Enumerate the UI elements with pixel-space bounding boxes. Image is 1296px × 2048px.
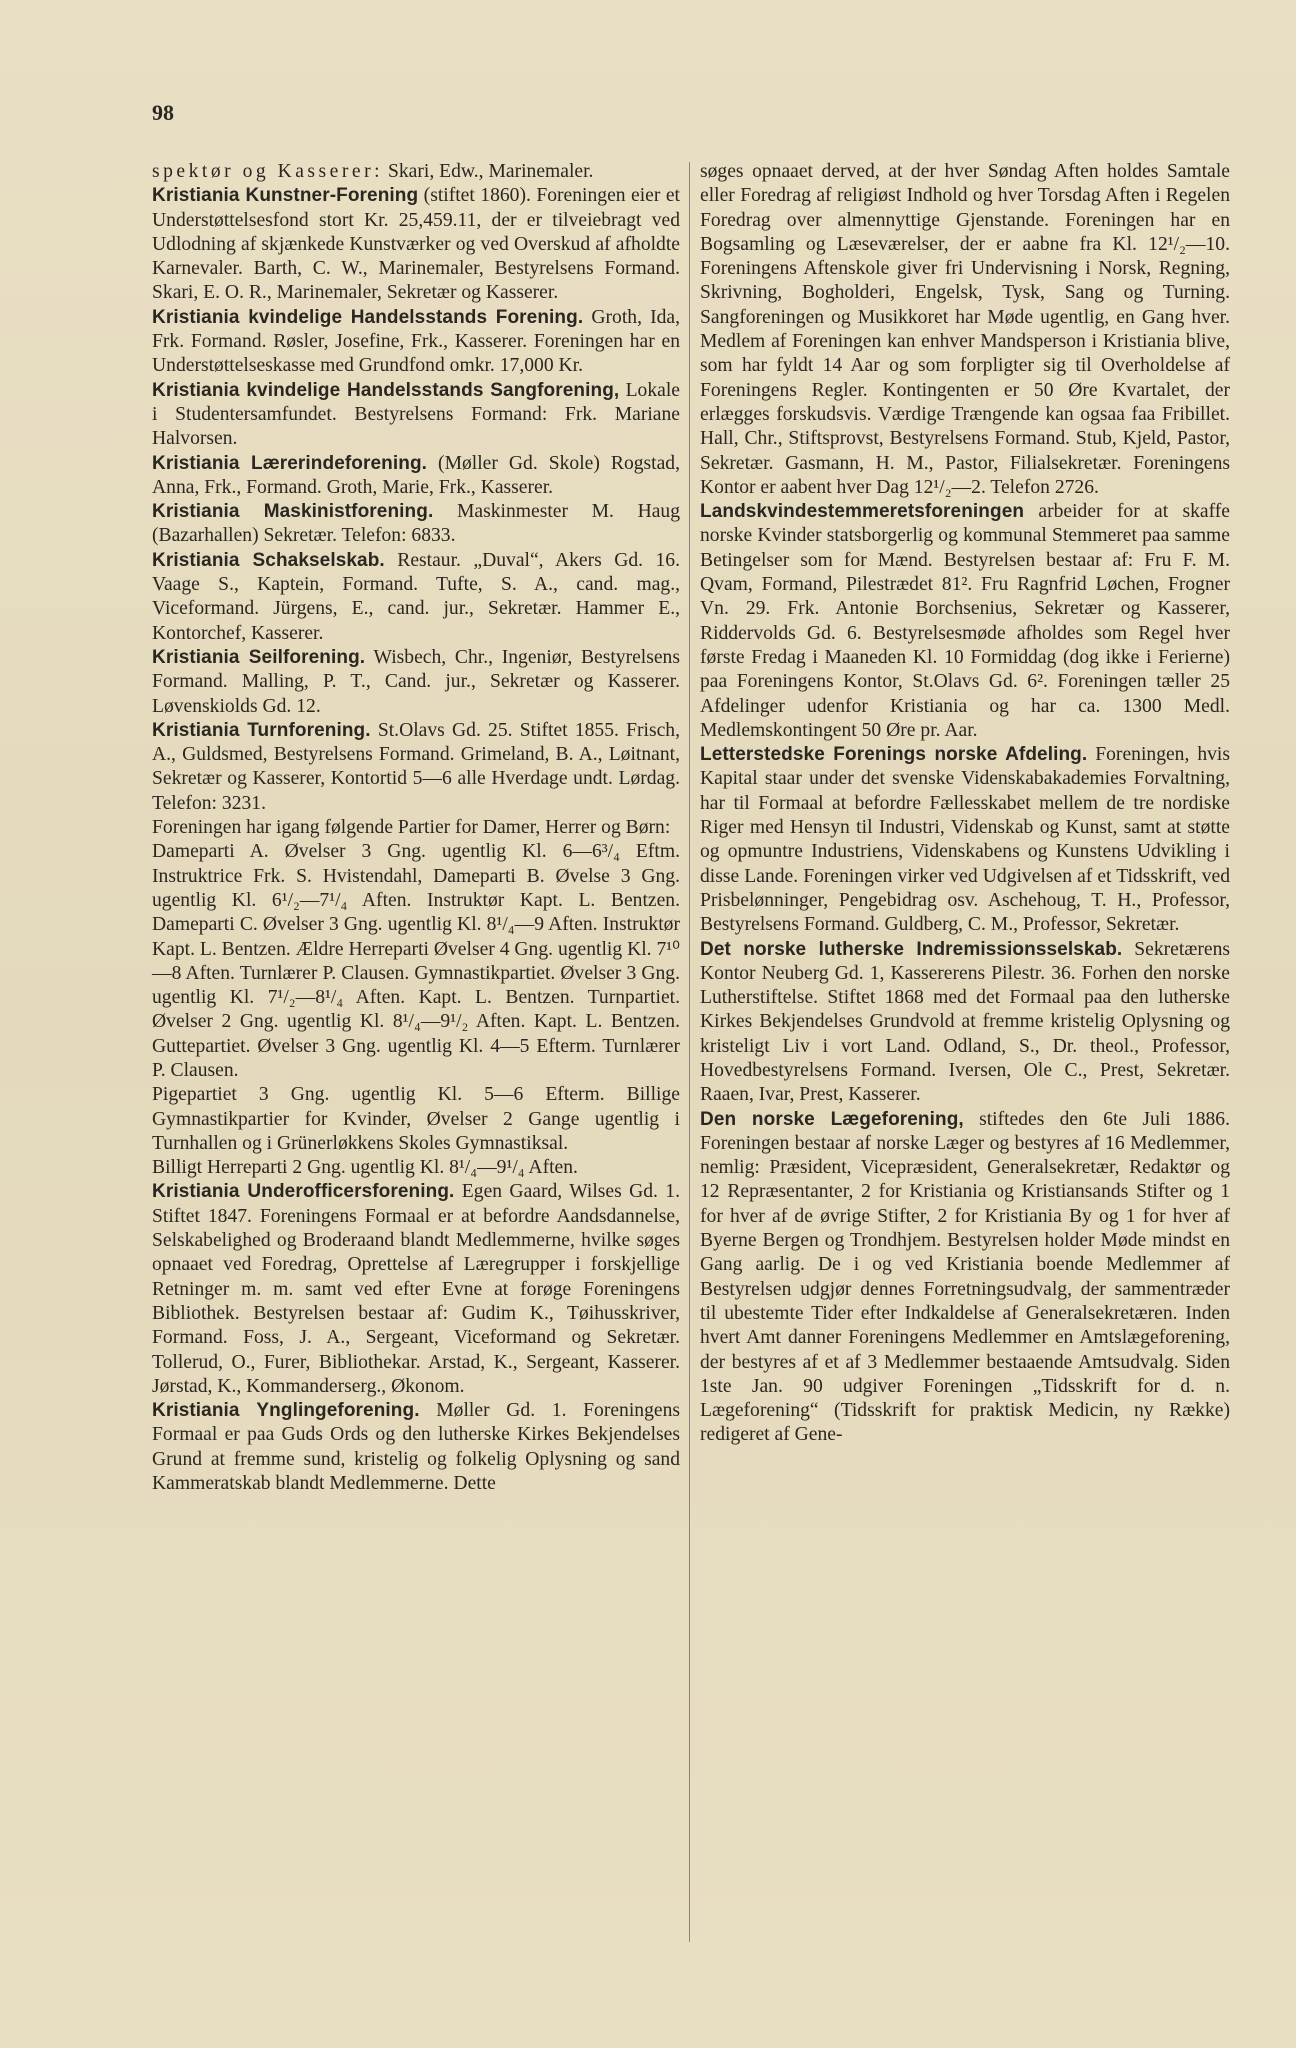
entry-text: Skari, Edw., Marinemaler. [383, 161, 594, 182]
list-item [152, 160, 680, 184]
entry-text: Pigepartiet 3 Gng. ugentlig Kl. 5—6 Efterm. Billige Gymnastikpartier for Kvinder, Øvelser 2 Gange ugentlig i Turnhallen og i Grünerløkkens Skoles Gymnastiksal. [152, 1084, 680, 1154]
entry-text: (stiftet 1860). Foreningen eier et Understøttelsesfond stort Kr. 25,459.11, der er tilveiebragt ved Udlodning af skjænkede Kunstværker og ved Overskud af afholdte Karnevaler. Barth, C. W., Marinemaler, Bestyrelsens Formand. Skari, E. O. R., Marinemaler, Sekretær og Kasserer. [152, 185, 681, 304]
entry-text: Groth, Ida, Frk. Formand. Røsler, Josefine, Frk., Kasserer. Foreningen har en Understøttelseskasse med Grundfond omkr. 17,000 Kr. [152, 306, 681, 377]
entry-name: Landskvindestemmeretsforeningen [700, 501, 1025, 523]
entry-text: Maskinmester M. Haug (Bazarhallen) Sekretær. Telefon: 6833. [152, 501, 681, 547]
list-item [152, 500, 680, 549]
list-item [152, 646, 680, 719]
entry-text: St.Olavs Gd. 25. Stiftet 1855. Frisch, A., Guldsmed, Bestyrelsens Formand. Grimeland, B. A., Løitnant, Sekretær og Kasserer, Kontortid 5—6 alle Hverdage undt. Lørdag. Telefon: 3231. [152, 719, 680, 814]
list-item [152, 816, 680, 840]
entry-name: Kristiania kvindelige Handelsstands Sangforening, [152, 379, 620, 401]
list-item [700, 500, 1230, 743]
list-item [152, 1156, 680, 1180]
list-item [700, 160, 1230, 500]
list-item [700, 938, 1230, 1108]
entry-name: Det norske lutherske Indremissionsselskab. [700, 938, 1123, 960]
entry-name: Kristiania Schakselskab. [152, 549, 385, 571]
list-item [152, 1083, 680, 1156]
entry-text: Restaur. „Duval“, Akers Gd. 16. Vaage S., Kaptein, Formand. Tufte, S. A., cand. mag., Viceformand. Jürgens, E., cand. jur., Sekretær. Hammer E., Kontorchef, Kasserer. [152, 549, 680, 644]
entry-text: Foreningen, hvis Kapital staar under det svenske Videnskabakademies Forvaltning, har til Formaal at befordre Fællesskabet mellem de tre nordiske Riger med Hensyn til Industri, Videnskab og Kunst, samt at støtte og opmuntre Industriens, Videnskabens og Kunstens Udvikling i disse Lande. Foreningen virker ved Udgivelsen af et Tidsskrift, ved Prisbelønninger, Pengebidrag osv. Aschehoug, T. H., Professor, Bestyrelsens Formand. Guldberg, C. M., Professor, Sekretær. [700, 744, 1230, 936]
list-item [152, 452, 680, 501]
entry-text: Sekretærens Kontor Neuberg Gd. 1, Kassererens Pilestr. 36. Forhen den norske Lutherstiftelse. Stiftet 1868 med det Formaal paa den lutherske Kirkes Bekjendelses Grundvold at fremme kristelig Oplysning og kristeligt Liv i vort Land. Odland, S., Dr. theol., Professor, Hovedbestyrelsens Formand. Iversen, Ole C., Prest, Sekretær. Raaen, Ivar, Prest, Kasserer. [700, 938, 1230, 1106]
list-item [152, 1180, 680, 1399]
list-item [152, 549, 680, 646]
entry-name: Kristiania Seilforening. [152, 646, 366, 668]
entry-name: Den norske Lægeforening, [700, 1108, 964, 1130]
entry-name: Kristiania kvindelige Handelsstands Forening. [152, 306, 584, 328]
list-item [152, 379, 680, 452]
list-item [152, 184, 680, 305]
entry-text: Foreningen har igang følgende Partier for Damer, Herrer og Børn: [152, 817, 671, 839]
entry-lead: spektør og Kasserer: [152, 161, 384, 182]
list-item [700, 1108, 1230, 1448]
column-divider [689, 162, 690, 1942]
list-item [152, 306, 680, 379]
entry-name: Kristiania Maskinistforening. [152, 501, 434, 523]
list-item [700, 743, 1230, 937]
entry-name: Kristiania Ynglingeforening. [152, 1400, 420, 1422]
entry-name: Kristiania Kunstner-Forening [152, 185, 419, 207]
entry-text: Møller Gd. 1. Foreningens Formaal er paa Guds Ords og den lutherske Kirkes Bekjendelses Grund at fremme sund, kristelig og folkelig Oplysning og sand Kammeratskab blandt Medlemmerne. Dette [152, 1400, 680, 1495]
entry-text: (Møller Gd. Skole) Rogstad, Anna, Frk., Formand. Groth, Marie, Frk., Kasserer. [152, 452, 680, 498]
list-item [152, 840, 680, 1083]
entry-text: Egen Gaard, Wilses Gd. 1. Stiftet 1847. Foreningens Formaal er at befordre Aandsdannelse, Selskabelighed og Broderaand blandt Medlemmerne, hvilke søges opnaaet ved Foredrag, Oprettelse af Læregrupper i forskjellige Retninger m. m. samt ved efter Evne at forøge Foreningens Bibliothek. Bestyrelsen bestaar af: Gudim K., Tøihusskriver, Formand. Foss, J. A., Sergeant, Viceformand og Sekretær. Tollerud, O., Furer, Bibliothekar. Arstad, K., Sergeant, Kasserer. Jørstad, K., Kommanderserg., Økonom. [152, 1181, 680, 1397]
left-column [152, 160, 680, 1496]
entry-name: Kristiania Underofficersforening. [152, 1181, 455, 1203]
entry-name: Letterstedske Forenings norske Afdeling. [700, 744, 1088, 766]
entry-name: Kristiania Lærerindeforening. [152, 452, 428, 474]
right-column [700, 160, 1230, 1448]
entry-text: arbeider for at skaffe norske Kvinder statsborgerlig og kommunal Stemmeret paa samme Betingelser som for Mænd. Bestyrelsen bestaar af: Fru F. M. Qvam, Formand, Pilestrædet 81². Fru Ragnfrid Løchen, Frogner Vn. 29. Frk. Antonie Borchsenius, Sekretær og Kasserer, Riddervolds Gd. 6. Bestyrelsesmøde afholdes som Regel hver første Fredag i Maaneden Kl. 10 Formiddag (dog ikke i Ferierne) paa Foreningens Kontor, St.Olavs Gd. 6². Foreningen tæller 25 Afdelinger udenfor Kristiania og har ca. 1300 Medl. Medlemskontingent 50 Øre pr. Aar. [700, 501, 1230, 741]
list-item [152, 1399, 680, 1496]
entry-name: Kristiania Turnforening. [152, 719, 371, 741]
entry-text: Wisbech, Chr., Ingeniør, Bestyrelsens Formand. Malling, P. T., Cand. jur., Sekretær og Kasserer. Løvenskiolds Gd. 12. [152, 646, 680, 717]
entry-text: Billigt Herreparti 2 Gng. ugentlig Kl. 8¹/₄—9¹/₄ Aften. [152, 1157, 578, 1179]
entry-text: søges opnaaet derved, at der hver Søndag Aften holdes Samtale eller Foredrag af religiøst Indhold og hver Torsdag Aften i Regelen Foredrag over almennyttige Gjenstande. Foreningen har en Bogsamling og Læseværelser, der er aabne fra Kl. 12¹/₂—10. Foreningens Aftenskole giver fri Undervisning i Norsk, Regning, Skrivning, Bogholderi, Engelsk, Tysk, Sang og Turning. Sangforeningen og Musikkoret har Møde ugentlig, en Gang hver. Medlem af Foreningen kan enhver Mandsperson i Kristiania blive, som har fyldt 14 Aar og som forpligter sig til Overholdelse af Foreningens Regler. Kontingenten er 50 Øre Kvartalet, der erlægges forskudsvis. Værdige Trængende kan ogsaa faa Fribillet. Hall, Chr., Stiftsprovst, Bestyrelsens Formand. Stub, Kjeld, Pastor, Sekretær. Gasmann, H. M., Pastor, Filialsekretær. Foreningens Kontor er aabent hver Dag 12¹/₂—2. Telefon 2726. [700, 161, 1230, 498]
page-number: 98 [152, 100, 174, 125]
entry-text: Dameparti A. Øvelser 3 Gng. ugentlig Kl. 6—6³/₄ Eftm. Instruktrice Frk. S. Hvistendahl, Dameparti B. Øvelse 3 Gng. ugentlig Kl. 6¹/₂—7¹/₄ Aften. Instruktør Kapt. L. Bentzen. Dameparti C. Øvelser 3 Gng. ugentlig Kl. 8¹/₄—9 Aften. Instruktør Kapt. L. Bentzen. Ældre Herreparti Øvelser 4 Gng. ugentlig Kl. 7¹⁰—8 Aften. Turnlærer P. Clausen. Gymnastikpartiet. Øvelser 3 Gng. ugentlig Kl. 7¹/₂—8¹/₄ Aften. Kapt. L. Bentzen. Turnpartiet. Øvelser 2 Gng. ugentlig Kl. 8¹/₄—9¹/₂ Aften. Kapt. L. Bentzen. Guttepartiet. Øvelser 3 Gng. ugentlig Kl. 4—5 Efterm. Turnlærer P. Clausen. [152, 841, 680, 1081]
list-item [152, 719, 680, 816]
entry-text: Lokale i Studentersamfundet. Bestyrelsens Formand: Frk. Mariane Halvorsen. [152, 379, 680, 450]
entry-text: stiftedes den 6te Juli 1886. Foreningen bestaar af norske Læger og bestyres af 16 Medlemmer, nemlig: Præsident, Vicepræsident, Generalsekretær, Redaktør og 12 Repræsentanter, 2 for Kristiania og Kristiansands Stifter og 1 for hver af de øvrige Stifter, 2 for Kristiania By og 1 for hver af Byerne Bergen og Trondhjem. Bestyrelsen holder Møde mindst en Gang aarlig. De i og ved Kristiania boende Medlemmer af Bestyrelsen udgjør dennes Forretningsudvalg, der sammentræder til ubestemte Tider efter Indkaldelse af Generalsekretæren. Inden hvert Amt danner Foreningens Medlemmer en Amtslægeforening, der bestyres af et af 3 Medlemmer bestaaende Amtsudvalg. Siden 1ste Jan. 90 udgiver Foreningen „Tidsskrift for d. n. Lægeforening“ (Tidsskrift for praktisk Medicin, ny Række) redigeret af Gene- [700, 1108, 1230, 1446]
